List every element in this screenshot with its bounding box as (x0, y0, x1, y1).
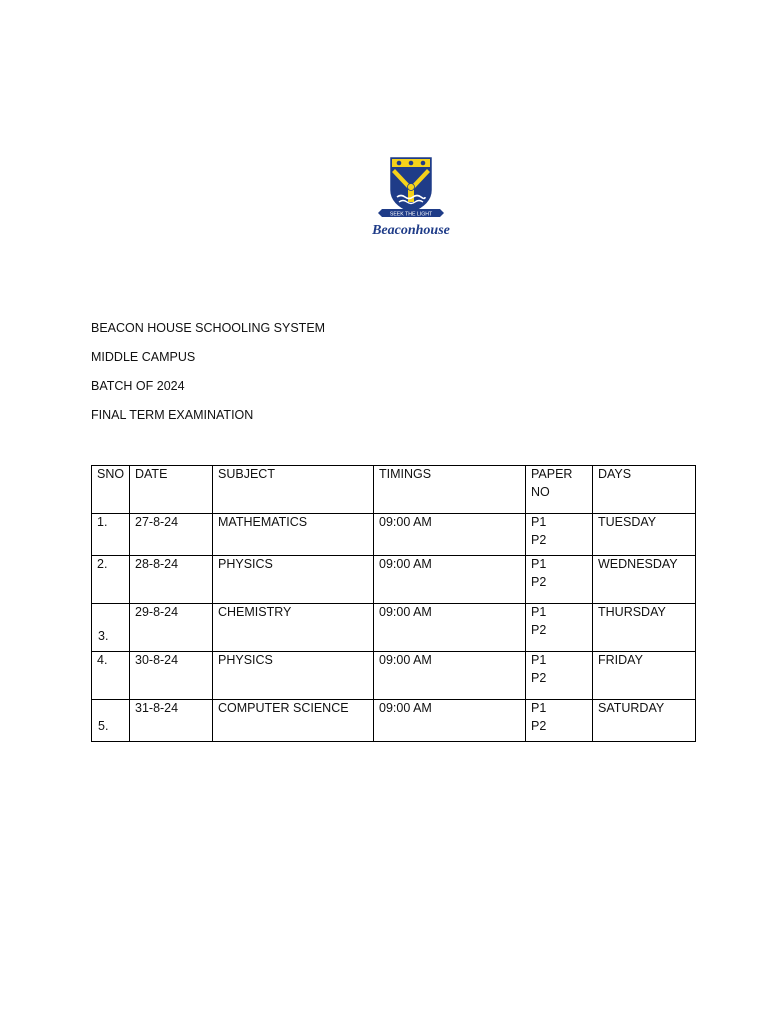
table-row (92, 514, 696, 556)
day-cell: WEDNESDAY (593, 556, 696, 604)
table-header-row (92, 466, 696, 514)
document-header (91, 320, 325, 436)
exam-schedule-table (91, 465, 696, 742)
subject-cell: COMPUTER SCIENCE (213, 700, 374, 742)
paper-cell: P1 P2 (526, 556, 593, 604)
table-row (92, 700, 696, 742)
timing-cell: 09:00 AM (374, 514, 526, 556)
sno-cell: 3. (92, 604, 130, 652)
batch-label: BATCH OF 2024 (91, 379, 185, 393)
beaconhouse-logo (368, 156, 454, 242)
date-cell: 30-8-24 (130, 652, 213, 700)
timing-cell: 09:00 AM (374, 556, 526, 604)
day-cell: THURSDAY (593, 604, 696, 652)
sno-cell: 5. (92, 700, 130, 742)
campus-name: MIDDLE CAMPUS (91, 350, 196, 364)
column-header-paper-no: PAPER NO (526, 466, 593, 514)
subject-cell: MATHEMATICS (213, 514, 374, 556)
subject-cell: PHYSICS (213, 652, 374, 700)
paper-cell: P1 P2 (526, 604, 593, 652)
timing-cell: 09:00 AM (374, 700, 526, 742)
day-cell: SATURDAY (593, 700, 696, 742)
logo-wordmark: Beaconhouse (372, 223, 450, 238)
beaconhouse-crest-icon (368, 156, 454, 242)
date-cell: 28-8-24 (130, 556, 213, 604)
school-name: BEACON HOUSE SCHOOLING SYSTEM (91, 321, 326, 335)
sno-cell: 4. (92, 652, 130, 700)
day-cell: TUESDAY (593, 514, 696, 556)
column-header-sno: SNO (92, 466, 130, 514)
date-cell: 29-8-24 (130, 604, 213, 652)
timing-cell: 09:00 AM (374, 604, 526, 652)
sno-cell: 1. (92, 514, 130, 556)
exam-title: FINAL TERM EXAMINATION (91, 408, 254, 422)
column-header-subject: SUBJECT (213, 466, 374, 514)
day-cell: FRIDAY (593, 652, 696, 700)
column-header-date: DATE (130, 466, 213, 514)
date-cell: 31-8-24 (130, 700, 213, 742)
subject-cell: CHEMISTRY (213, 604, 374, 652)
table-row (92, 556, 696, 604)
date-cell: 27-8-24 (130, 514, 213, 556)
table-row (92, 652, 696, 700)
paper-cell: P1 P2 (526, 652, 593, 700)
paper-cell: P1 P2 (526, 514, 593, 556)
table-row (92, 604, 696, 652)
column-header-timings: TIMINGS (374, 466, 526, 514)
subject-cell: PHYSICS (213, 556, 374, 604)
logo-motto: SEEK THE LIGHT (389, 211, 433, 218)
sno-cell: 2. (92, 556, 130, 604)
paper-cell: P1 P2 (526, 700, 593, 742)
timing-cell: 09:00 AM (374, 652, 526, 700)
column-header-days: DAYS (593, 466, 696, 514)
